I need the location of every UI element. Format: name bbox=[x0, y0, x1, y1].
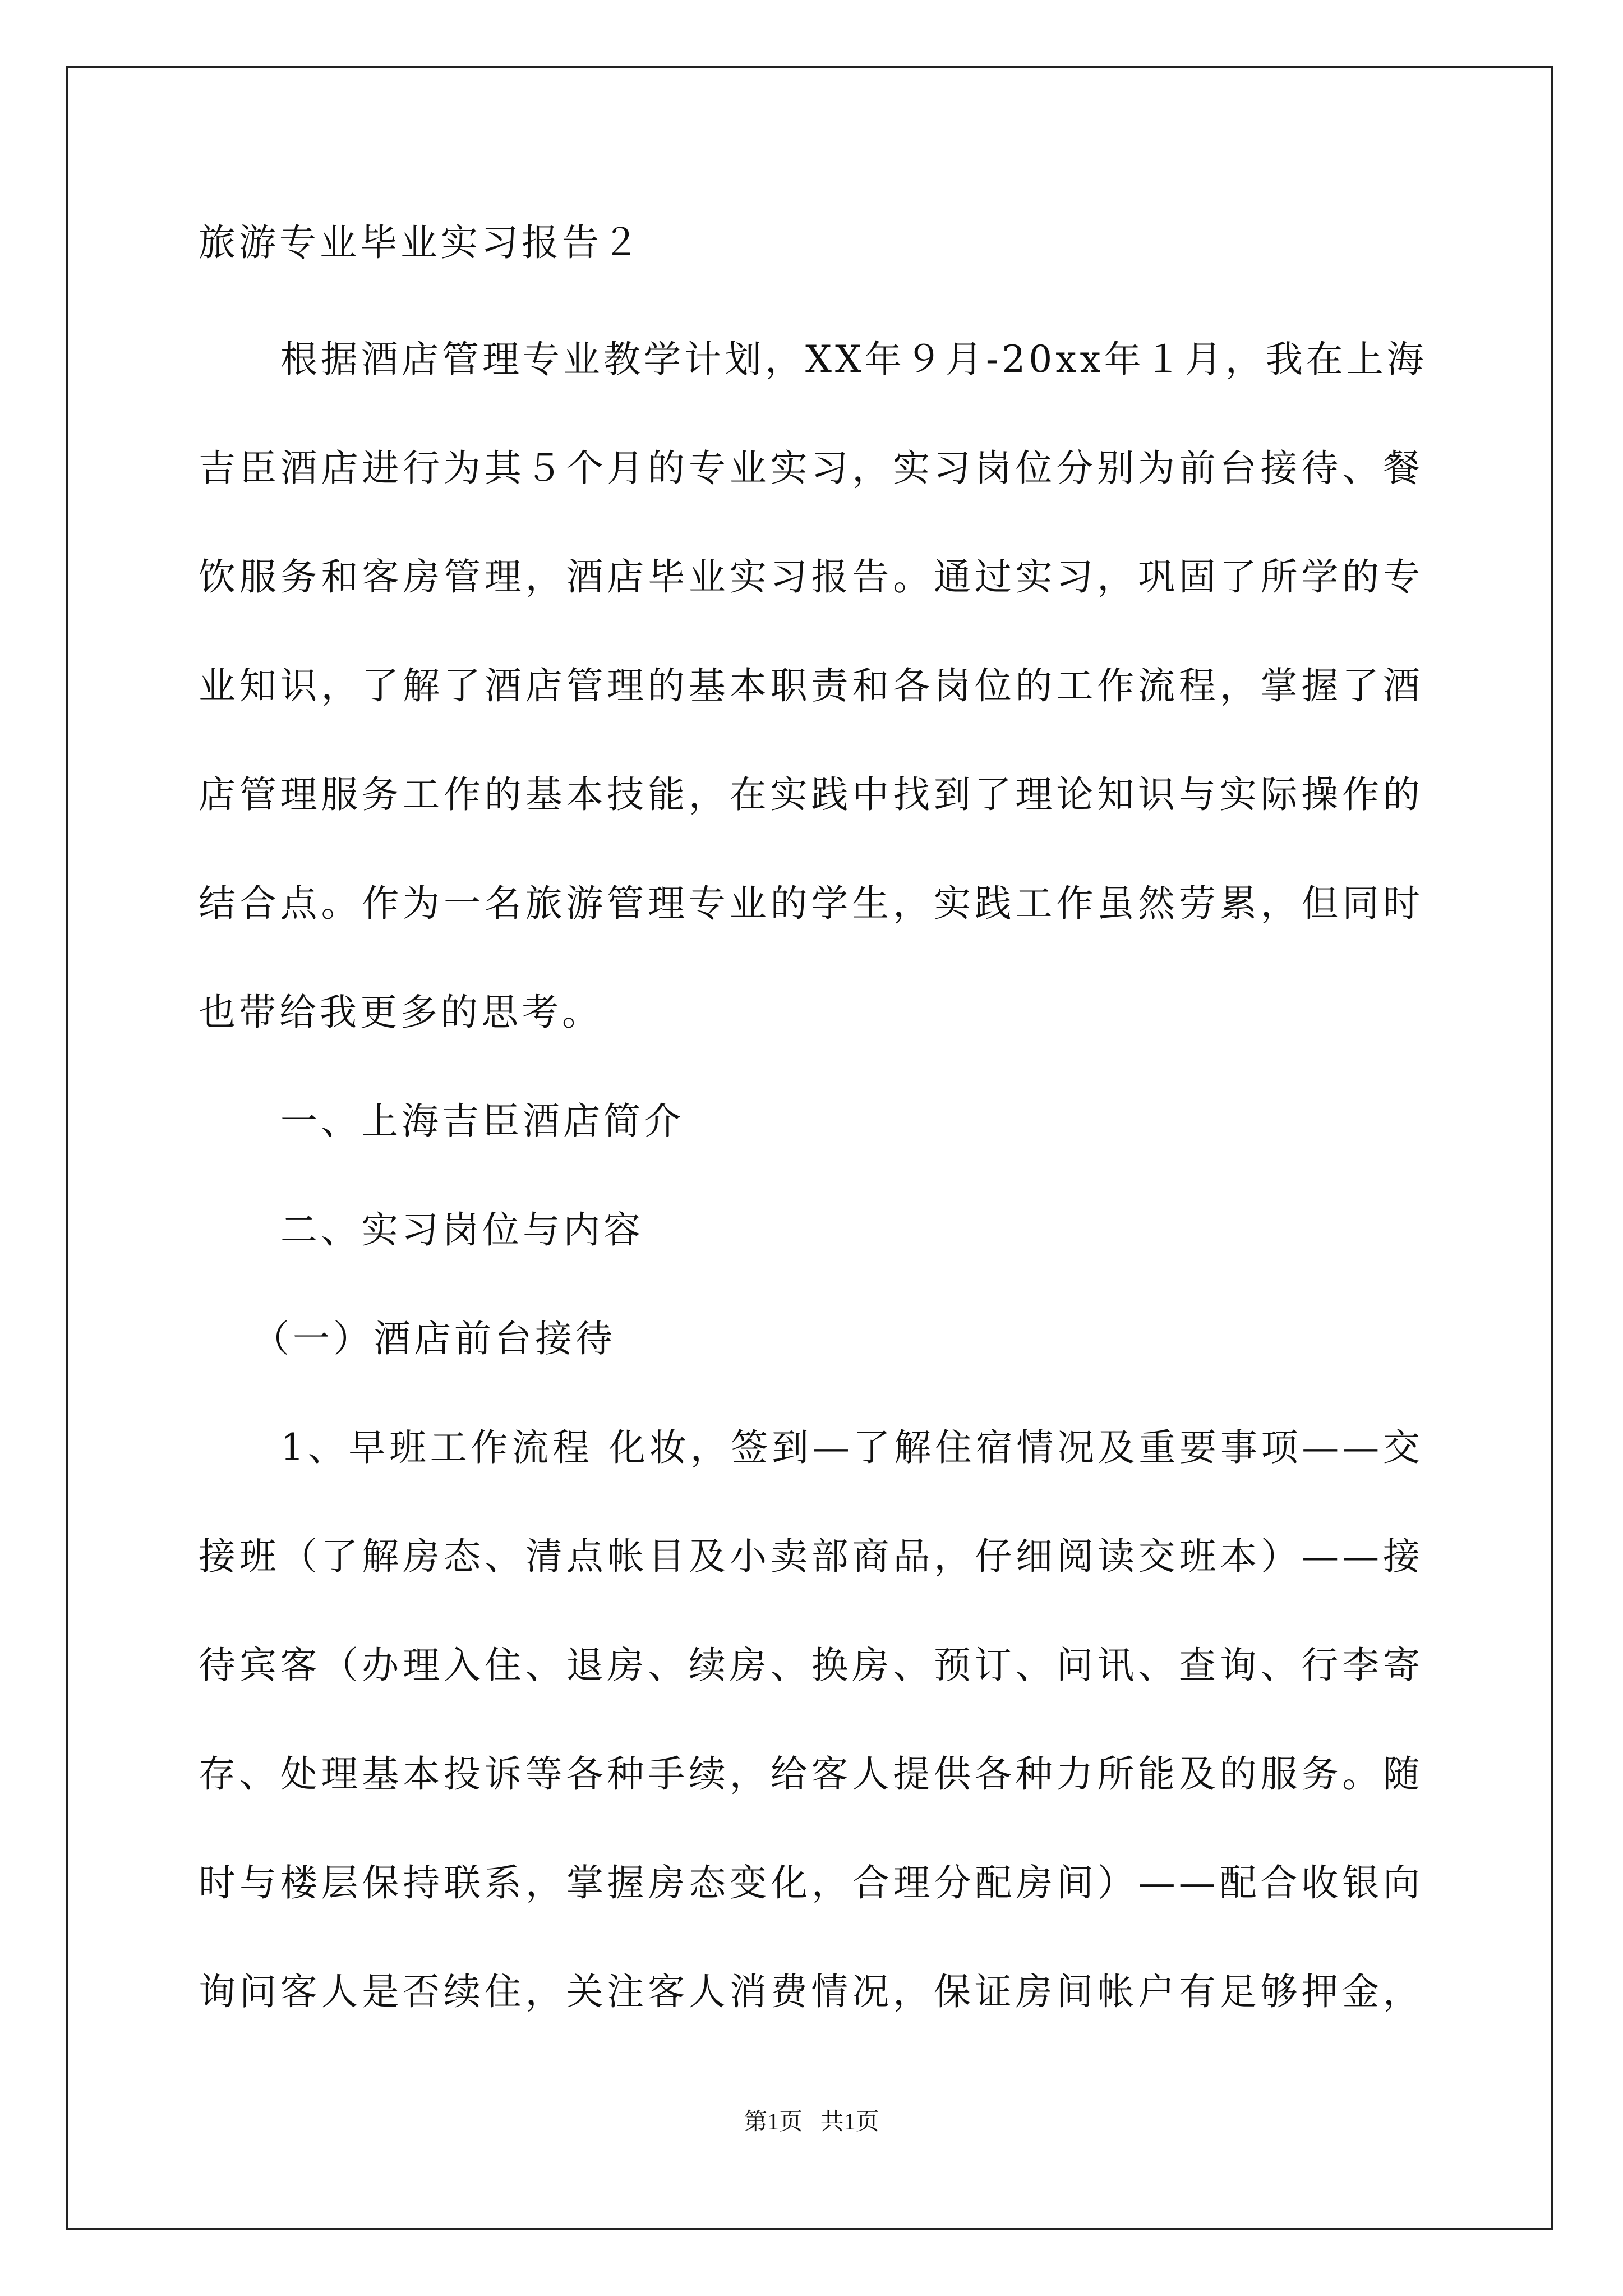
document-title: 旅游专业毕业实习报告２ bbox=[199, 221, 643, 264]
paragraph-line: 接班（了解房态、清点帐目及小卖部商品，仔细阅读交班本）——接 bbox=[199, 1535, 1423, 1578]
page-number-footer: 第1页 共1页 bbox=[744, 2109, 879, 2135]
paragraph-line: 时与楼层保持联系，掌握房态变化，合理分配房间）——配合收银向 bbox=[199, 1861, 1423, 1904]
paragraph-line: 饮服务和客房管理，酒店毕业实习报告。通过实习，巩固了所学的专 bbox=[199, 555, 1423, 599]
section-heading: 一、上海吉臣酒店简介 bbox=[280, 1099, 684, 1143]
paragraph-line: 询问客人是否续住，关注客人消费情况，保证房间帐户有足够押金， bbox=[199, 1970, 1423, 2013]
section-heading: 二、实习岗位与内容 bbox=[280, 1208, 644, 1251]
paragraph-line: 1、早班工作流程 化妆，签到—了解住宿情况及重要事项——交 bbox=[280, 1426, 1423, 1469]
paragraph-line: 店管理服务工作的基本技能，在实践中找到了理论知识与实际操作的 bbox=[199, 773, 1423, 816]
document-body bbox=[199, 221, 1427, 2082]
paragraph-line: 也带给我更多的思考。 bbox=[199, 991, 602, 1034]
paragraph-line: 待宾客（办理入住、退房、续房、换房、预订、问讯、查询、行李寄 bbox=[199, 1644, 1423, 1687]
paragraph-line: 结合点。作为一名旅游管理专业的学生，实践工作虽然劳累，但同时 bbox=[199, 882, 1423, 925]
paragraph-line: 存、处理基本投诉等各种手续，给客人提供各种力所能及的服务。随 bbox=[199, 1752, 1423, 1796]
paragraph-line: 吉臣酒店进行为其５个月的专业实习，实习岗位分别为前台接待、餐 bbox=[199, 447, 1423, 490]
paragraph-line: 业知识，了解了酒店管理的基本职责和各岗位的工作流程，掌握了酒 bbox=[199, 664, 1423, 707]
paragraph-line: 根据酒店管理专业教学计划，XX年９月-20xx年１月，我在上海 bbox=[280, 338, 1427, 381]
subsection-heading: （一）酒店前台接待 bbox=[252, 1317, 616, 1360]
